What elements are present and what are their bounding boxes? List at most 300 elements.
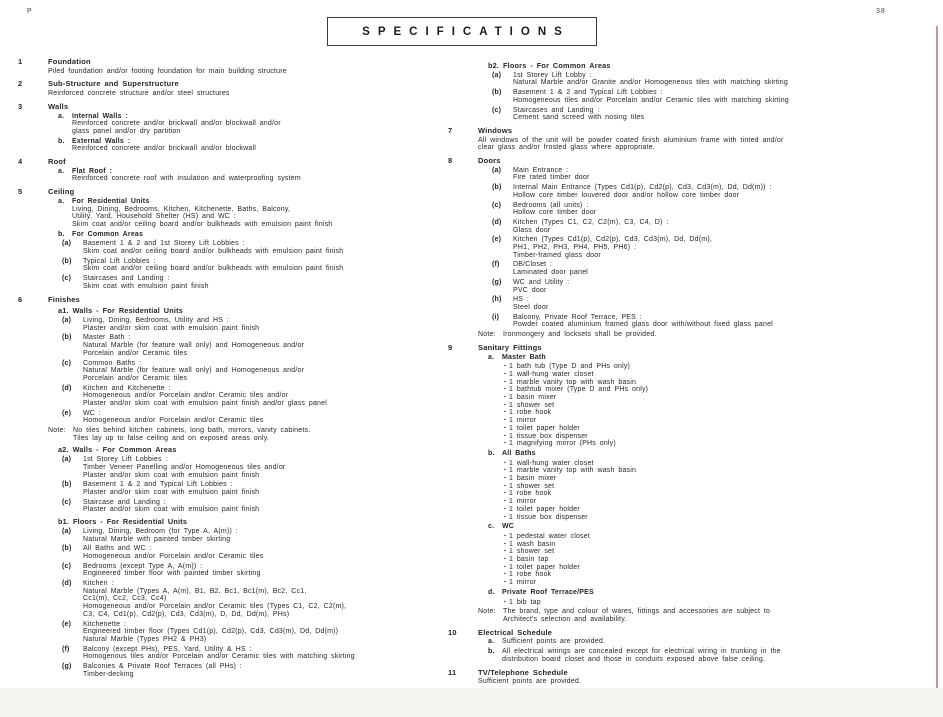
section-heading: Foundation (48, 57, 91, 66)
spec-line: 1st Storey Lift Lobbies : (83, 456, 168, 464)
item-content (83, 481, 448, 496)
item-label: (c) (492, 201, 502, 209)
spec-item (62, 481, 448, 496)
item-label: (b) (62, 545, 72, 553)
item-label: Note: (48, 427, 66, 435)
bullet-text: 1 bib tap (508, 598, 541, 606)
spec-item (62, 663, 448, 678)
bullet-item (504, 533, 932, 541)
item-content (513, 219, 932, 234)
square-bullet-icon: ▪ (504, 378, 506, 385)
item-content (513, 236, 932, 259)
bullet-item (504, 433, 932, 441)
section-body (478, 127, 932, 154)
item-label: (a) (62, 456, 72, 464)
spec-line: Kitchenette : (83, 620, 127, 628)
item-heading: WC (502, 523, 515, 531)
spec-line: Basement 1 & 2 and Typical Lift Lobbies : (513, 89, 663, 97)
spec-line: Natural Marble (Types PH2 & PH3) (83, 636, 207, 643)
bullet-item (504, 379, 932, 387)
square-bullet-icon: ▪ (504, 482, 506, 489)
bullet-text: 1 marble vanity top with wash basin (508, 378, 637, 386)
item-content (72, 231, 448, 239)
spec-item (492, 72, 932, 87)
bullet-text: 1 wall-hung water closet (508, 370, 594, 378)
item-heading: Flat Roof : (72, 167, 113, 175)
item-label: (e) (492, 236, 502, 244)
section-body (478, 157, 932, 341)
item-content (83, 275, 448, 290)
spec-line: Plaster and/or skim coat with emulsion paint finish and/or glass panel (83, 400, 327, 408)
item-label: Note: (478, 331, 496, 339)
spec-line: Natural Marble with painted timber skirting (83, 535, 231, 543)
section-heading: Ceiling (48, 187, 75, 197)
spec-line: Balcony, Private Roof Terrace, PES : (513, 313, 642, 321)
spec-item (492, 314, 932, 329)
item-content (72, 168, 448, 183)
bullet-item (504, 394, 932, 402)
bullet-text: 1 basin tap (508, 556, 549, 564)
subsection-heading: a2. Walls - For Common Areas (58, 445, 177, 455)
section-number: 1 (18, 57, 23, 66)
spec-line: Cement sand screed with nosing tiles (513, 114, 645, 122)
spec-item (62, 385, 448, 408)
item-content (83, 545, 448, 560)
spec-section (18, 158, 448, 185)
spec-item (492, 107, 932, 122)
bullet-item (504, 548, 932, 556)
spec-item (62, 646, 448, 661)
spec-line: WC and Utility : (513, 278, 570, 286)
spec-paragraph (478, 137, 932, 152)
item-content (502, 589, 932, 597)
section-number (448, 58, 478, 124)
spec-item (58, 138, 448, 153)
spec-item (492, 279, 932, 294)
section-number: 4 (18, 157, 23, 167)
spec-item (62, 410, 448, 425)
spec-item (62, 240, 448, 255)
bullet-item (504, 363, 932, 371)
note-item (478, 331, 932, 339)
square-bullet-icon: ▪ (504, 498, 506, 505)
section-heading: TV/Telephone Schedule (478, 667, 568, 677)
square-bullet-icon: ▪ (504, 363, 506, 370)
bullet-list (504, 599, 932, 607)
square-bullet-icon: ▪ (504, 386, 506, 393)
item-label: (d) (492, 218, 502, 226)
bullet-item (504, 417, 932, 425)
bullet-text: 1 mirror (508, 417, 537, 425)
item-content (83, 646, 448, 661)
subsection-heading: b1. Floors - For Residential Units (58, 516, 188, 526)
square-bullet-icon: ▪ (504, 571, 506, 578)
section-number: 6 (18, 294, 23, 304)
item-label: (a) (62, 316, 72, 324)
square-bullet-icon: ▪ (504, 513, 506, 520)
spec-line: PVC door (513, 286, 547, 294)
spec-line: WC : (83, 409, 101, 417)
bullet-item (504, 556, 932, 564)
square-bullet-icon: ▪ (504, 459, 506, 466)
spec-item (62, 563, 448, 578)
item-label: b. (58, 230, 65, 238)
item-label: (f) (62, 645, 70, 653)
item-content (83, 334, 448, 357)
spec-item (62, 528, 448, 543)
item-label: a. (58, 112, 65, 120)
item-label: (i) (492, 313, 500, 321)
item-content (83, 499, 448, 514)
bullet-list (504, 363, 932, 448)
item-content (83, 258, 448, 273)
item-content (72, 113, 448, 136)
square-bullet-icon: ▪ (504, 475, 506, 482)
section-number: 11 (448, 667, 457, 677)
spec-line: Internal Main Entrance (Types Cd1(p), Cd2(p), Cd3, Cd3(m), Dd, Dd(m)) : (513, 184, 772, 192)
square-bullet-icon: ▪ (504, 556, 506, 563)
bullet-text: 1 tissue box dispenser (508, 513, 588, 521)
spec-line: Sufficient points are provided. (502, 638, 606, 646)
section-number: 7 (448, 125, 453, 135)
spec-item (492, 261, 932, 276)
item-content (503, 608, 932, 623)
item-heading: For Common Areas (72, 230, 144, 238)
spec-line: Main Entrance : (513, 166, 569, 174)
spec-line: Reinforced concrete and/or brickwall and/or blockwall and/or (72, 120, 281, 128)
spec-line: Typical Lift Lobbies : (83, 257, 156, 265)
spec-line: Homogeneous and/or Porcelain and/or Ceramic tiles (Types C1, C2, C2(m), (83, 603, 347, 611)
spec-item (488, 638, 932, 646)
bullet-item (504, 440, 932, 448)
spec-section (448, 669, 932, 688)
item-label: (d) (62, 580, 72, 588)
spec-line: Bedrooms (except Type A, A(m)) : (83, 562, 203, 570)
bullet-text: 1 bath tub (Type D and PHs only) (508, 363, 631, 371)
item-label: c. (488, 523, 495, 531)
spec-item (58, 168, 448, 183)
spec-item (488, 589, 932, 597)
section-number: 8 (448, 156, 453, 166)
spec-item (62, 545, 448, 560)
item-heading: Private Roof Terrace/PES (502, 588, 594, 596)
bullet-item (504, 402, 932, 410)
spec-line: No tiles behind kitchen cabinets, long bath, mirrors, vanity cabinets. (73, 427, 311, 435)
section-heading: Doors (478, 156, 501, 166)
item-label: (a) (62, 240, 72, 248)
spec-line: Plaster and/or skim coat with emulsion paint finish (83, 506, 260, 514)
bullet-text: 1 mirror (508, 498, 537, 506)
bullet-text: 1 toilet paper holder (508, 563, 580, 571)
spec-line: Cc1(m), Cc2, Cc3, Cc4) (83, 595, 167, 603)
item-content (83, 456, 448, 479)
spec-paragraph (48, 68, 448, 76)
bullet-text: 1 tissue box dispenser (508, 432, 588, 440)
spec-line: clear glass and/or frosted glass where appropriate. (478, 144, 655, 152)
spec-line: Ironmongery and locksets shall be provided. (503, 331, 657, 339)
spec-item (58, 231, 448, 239)
item-heading: External Walls : (72, 137, 131, 145)
note-item (478, 608, 932, 623)
spec-line: DB/Closet : (513, 261, 553, 269)
item-label: b. (58, 137, 65, 145)
spec-item (488, 354, 932, 362)
bullet-text: 1 mirror (508, 579, 537, 587)
square-bullet-icon: ▪ (504, 548, 506, 555)
spec-item (488, 450, 932, 458)
subsection-heading: a1. Walls - For Residential Units (58, 305, 184, 315)
section-body (48, 296, 448, 681)
bullet-item (504, 467, 932, 475)
section-heading: Finishes (48, 294, 81, 304)
bullet-list (504, 460, 932, 522)
spec-line: All Baths and WC : (83, 545, 152, 553)
item-content (513, 314, 932, 329)
item-content (513, 202, 932, 217)
item-content (513, 184, 932, 199)
spec-line: Staircase and Landing : (83, 498, 166, 506)
square-bullet-icon: ▪ (504, 424, 506, 431)
spec-section (18, 188, 448, 292)
spec-line: Bedrooms (all units) : (513, 201, 589, 209)
section-body (478, 669, 932, 688)
spec-line: Timber-framed glass door (513, 251, 601, 259)
bullet-item (504, 541, 932, 549)
square-bullet-icon: ▪ (504, 579, 506, 586)
item-content (72, 198, 448, 229)
square-bullet-icon: ▪ (504, 409, 506, 416)
spec-line: HS : (513, 296, 530, 304)
spec-item (492, 296, 932, 311)
section-body (478, 58, 932, 124)
spec-line: Laminated door panel (513, 269, 588, 277)
spec-item (62, 499, 448, 514)
spec-line: Engineered timber floor (Types Cd1(p), Cd2(p), Cd3, Cd3(m), Dd, Dd(m)) (83, 628, 339, 636)
item-content (83, 663, 448, 678)
item-label: (g) (492, 278, 502, 286)
spec-line: Balconies & Private Roof Terraces (all PHs) : (83, 663, 242, 671)
spec-item (58, 113, 448, 136)
specifications-title: SPECIFICATIONS (327, 17, 597, 46)
item-label: (a) (62, 527, 72, 535)
left-column (18, 58, 448, 684)
bullet-text: 1 robe hook (508, 490, 552, 498)
spec-line: Plaster and/or skim coat with emulsion paint finish (83, 471, 260, 479)
bullet-text: 1 magnifying mirror (PHs only) (508, 440, 616, 448)
item-content (72, 138, 448, 153)
spec-section (18, 103, 448, 155)
bullet-item (504, 498, 932, 506)
section-number: 10 (448, 627, 457, 637)
square-bullet-icon: ▪ (504, 432, 506, 439)
item-content (513, 107, 932, 122)
spec-item (492, 202, 932, 217)
spec-line: Architect's selection and availability. (503, 616, 627, 623)
bullet-text: 1 toilet paper holder (508, 505, 580, 513)
bullet-text: 1 pedestal water closet (508, 532, 590, 540)
item-label: (d) (62, 384, 72, 392)
bullet-item (504, 490, 932, 498)
bullet-text: 1 shower set (508, 548, 555, 556)
bullet-text: 1 wash basin (508, 540, 556, 548)
square-bullet-icon: ▪ (504, 467, 506, 474)
item-label: (c) (62, 359, 72, 367)
spec-item (62, 621, 448, 644)
spec-line: Living, Dining, Bedroom (for Type A, A(m)) : (83, 527, 238, 535)
spec-line: Porcelain and/or Ceramic tiles (83, 374, 188, 382)
item-content (513, 167, 932, 182)
item-content (83, 240, 448, 255)
spec-line: Balcony (except PHs), PES, Yard, Utility & HS : (83, 645, 252, 653)
section-heading: Windows (478, 125, 513, 135)
spec-line: Staircases and Landing : (83, 275, 170, 283)
right-column (448, 58, 932, 717)
item-label: (e) (62, 620, 72, 628)
bullet-text: 1 basin mixer (508, 475, 557, 483)
item-content (73, 427, 448, 442)
page-marker-left: P (27, 8, 33, 15)
spec-section (448, 344, 932, 626)
spec-line: Living, Dining, Bedrooms, Utility and HS : (83, 316, 229, 324)
item-content (513, 72, 932, 87)
spec-line: Sufficient points are provided. (478, 678, 582, 686)
page-number: 38 (876, 8, 886, 15)
spec-line: Plaster and/or skim coat with emulsion paint finish (83, 489, 260, 497)
spec-line: Fire rated timber door (513, 174, 590, 182)
item-label: (g) (62, 663, 72, 671)
spec-line: Natural Marble (Types A, A(m), B1, B2, Bc1, Bc1(m), Bc2, Cc1, (83, 587, 307, 595)
item-content (83, 385, 448, 408)
spec-item (488, 648, 932, 663)
item-label: (f) (492, 261, 500, 269)
item-heading: All Baths (502, 449, 536, 457)
spec-line: All windows of the unit will be powder coated finish aluminium frame with tinted and/or (478, 136, 784, 144)
item-content (513, 296, 932, 311)
bullet-text: 1 wall-hung water closet (508, 459, 594, 467)
spec-line: Skim coat and/or ceiling board and/or bulkheads with emulsion paint finish (83, 248, 344, 256)
item-label: a. (488, 353, 495, 361)
spec-line: Skim coat and/or ceiling board and/or bulkheads with emulsion paint finish (83, 265, 344, 273)
bullet-text: 1 robe hook (508, 571, 552, 579)
spec-item (492, 236, 932, 259)
item-label: Note: (478, 608, 496, 616)
item-content (83, 410, 448, 425)
section-body (48, 188, 448, 292)
square-bullet-icon: ▪ (504, 490, 506, 497)
bullet-item (504, 475, 932, 483)
spec-line: Kitchen and Kitchenette : (83, 384, 171, 392)
item-label: (b) (492, 184, 502, 192)
spec-line: C3, C4, Cd1(p), Cd2(p), Cd3, Cd3(m), D, Dd, Dd(m), PHs) (83, 610, 290, 618)
square-bullet-icon: ▪ (504, 370, 506, 377)
spec-section (18, 296, 448, 681)
item-heading: Master Bath (502, 353, 546, 361)
item-heading: Internal Walls : (72, 112, 128, 120)
spec-section (18, 80, 448, 99)
spec-line: Piled foundation and/or footing foundation for main building structure (48, 67, 287, 75)
spec-line: distribution board closet and those in conduits exposed above false ceiling. (502, 655, 766, 663)
spec-item (492, 219, 932, 234)
bullet-text: 1 shower set (508, 401, 555, 409)
section-heading: Electrical Schedule (478, 627, 553, 637)
spec-item (62, 456, 448, 479)
bullet-text: 1 robe hook (508, 409, 552, 417)
spec-line: All electrical wirings are concealed except for electrical wiring in trunking in the (502, 648, 781, 656)
item-label: (c) (492, 106, 502, 114)
spec-line: Powder coated aluminium framed glass door with/without fixed glass panel (513, 321, 773, 329)
section-body (478, 629, 932, 666)
item-content (503, 331, 932, 339)
spec-line: Basement 1 & 2 and Typical Lift Lobbies : (83, 481, 233, 489)
spec-line: Reinforced concrete roof with insulation and waterproofing system (72, 175, 301, 183)
square-bullet-icon: ▪ (504, 505, 506, 512)
spec-line: PH1, PH2, PH3, PH4, PH5, PH6) : (513, 244, 637, 252)
spec-section (448, 157, 932, 341)
spec-line: Reinforced concrete and/or brickwall and/or blockwall (72, 145, 256, 153)
spec-line: Skim coat with emulsion paint finish (83, 282, 209, 290)
spec-line: Homogeneous and/or Porcelain and/or Ceramic tiles (83, 552, 264, 560)
bullet-item (504, 460, 932, 468)
spec-line: 1st Storey Lift Lobby : (513, 71, 592, 79)
spec-paragraph (478, 678, 932, 686)
spec-item (492, 89, 932, 104)
spec-item (62, 360, 448, 383)
note-item (48, 427, 448, 442)
spec-section (18, 58, 448, 77)
spec-line: Hollow core timber louvered door and/or hollow core timber door (513, 191, 740, 199)
spec-line: Tiles lay up to false ceiling and on exposed areas only. (73, 434, 270, 442)
item-label: (c) (62, 498, 72, 506)
spec-line: Glass door (513, 226, 551, 234)
spec-line: Utility, Yard, Household Shelter (HS) and WC : (72, 213, 236, 221)
item-content (83, 360, 448, 383)
spec-item (62, 580, 448, 619)
section-heading: Sub-Structure and Superstructure (48, 79, 179, 89)
spec-line: Staircases and Landing : (513, 106, 600, 114)
spec-section (448, 58, 932, 124)
bullet-item (504, 599, 932, 607)
item-content (513, 89, 932, 104)
spec-line: Timber-decking (83, 670, 134, 678)
bullet-text: 1 bathtub mixer (Type D and PHs only) (508, 386, 649, 394)
bullet-item (504, 386, 932, 394)
section-body (48, 80, 448, 99)
spec-line: Natural Marble (for feature wall only) and Homogeneous and/or (83, 342, 305, 350)
subsection-heading: b2. Floors - For Common Areas (488, 60, 611, 70)
item-content (83, 563, 448, 578)
spec-line: Engineered timber floor with painted timber skirting (83, 570, 261, 578)
spec-item (58, 198, 448, 229)
bullet-item (504, 579, 932, 587)
spec-item (62, 334, 448, 357)
item-label: b. (488, 449, 495, 457)
bullet-item (504, 371, 932, 379)
item-label: a. (488, 638, 495, 646)
section-heading: Sanitary Fittings (478, 342, 542, 352)
item-heading: For Residential Units (72, 197, 150, 205)
square-bullet-icon: ▪ (504, 440, 506, 447)
item-content (502, 523, 932, 531)
spec-line: Kitchen (Types C1, C2, C2(m), C3, C4, D) : (513, 218, 669, 226)
bullet-text: 1 toilet paper holder (508, 424, 580, 432)
spec-paragraph (48, 90, 448, 98)
square-bullet-icon: ▪ (504, 394, 506, 401)
bullet-list (504, 533, 932, 587)
spec-line: Homogeneous and/or Porcelain and/or Ceramic tiles and/or (83, 392, 289, 400)
item-label: (a) (492, 166, 502, 174)
item-content (83, 317, 448, 332)
item-content (83, 580, 448, 619)
